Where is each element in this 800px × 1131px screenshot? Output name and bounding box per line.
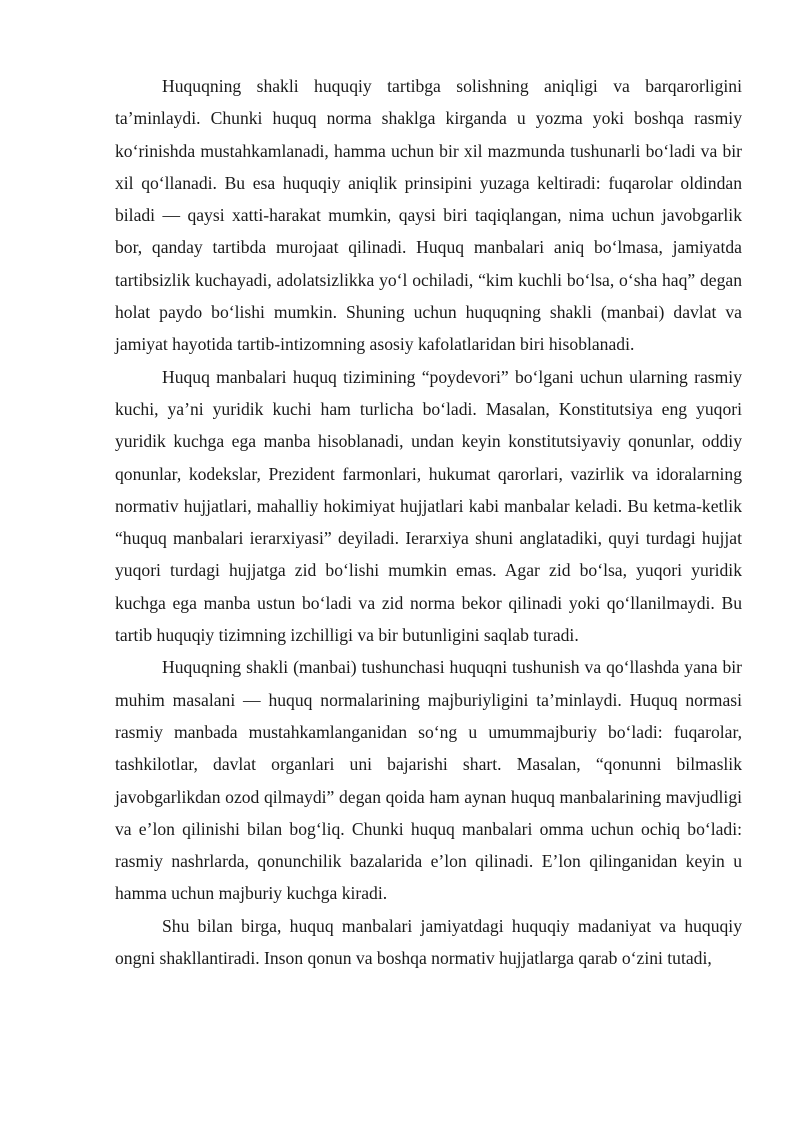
paragraph-3: Huquqning shakli (manbai) tushunchasi huquqni tushunish va qoʻllashda yana bir muhim masalani — huquq normalarining majburiyligini ta’minlaydi. Huquq normasi rasmiy manbada mustahkamlanganidan soʻng u umummajburiy boʻladi: fuqarolar, tashkilotlar, davlat organlari uni bajarishi shart. Masalan, “qonunni bilmaslik javobgarlikdan ozod qilmaydi” degan qoida ham aynan huquq manbalarining mavjudligi va e’lon qilinishi bilan bogʻliq. Chunki huquq manbalari omma uchun ochiq boʻladi: rasmiy nashrlarda, qonunchilik bazalarida e’lon qilinadi. E’lon qilinganidan keyin u hamma uchun majburiy kuchga kiradi.	[115, 657, 742, 904]
document-page	[115, 70, 742, 974]
paragraph-4: Shu bilan birga, huquq manbalari jamiyatdagi huquqiy madaniyat va huquqiy ongni shakllantiradi. Inson qonun va boshqa normativ hujjatlarga qarab oʻzini tutadi,	[115, 915, 742, 969]
paragraph-1: Huquqning shakli huquqiy tartibga solishning aniqligi va barqarorligini ta’minlaydi. Chunki huquq norma shaklga kirganda u yozma yoki boshqa rasmiy koʻrinishda mustahkamlanadi, hamma uchun bir xil mazmunda tushunarli boʻladi va bir xil qoʻllanadi. Bu esa huquqiy aniqlik prinsipini yuzaga keltiradi: fuqarolar oldindan biladi — qaysi xatti-harakat mumkin, qaysi biri taqiqlangan, nima uchun javobgarlik bor, qanday tartibda murojaat qilinadi. Huquq manbalari aniq boʻlmasa, jamiyatda tartibsizlik kuchayadi, adolatsizlikka yoʻl ochiladi, “kim kuchli boʻlsa, oʻsha haq” degan holat paydo boʻlishi mumkin. Shuning uchun huquqning shakli (manbai) davlat va jamiyat hayotida tartib-intizomning asosiy kafolatlaridan biri hisoblanadi.	[115, 76, 742, 355]
paragraph-2: Huquq manbalari huquq tizimining “poydevori” boʻlgani uchun ularning rasmiy kuchi, ya’ni yuridik kuchi ham turlicha boʻladi. Masalan, Konstitutsiya eng yuqori yuridik kuchga ega manba hisoblanadi, undan keyin konstitutsiyaviy qonunlar, oddiy qonunlar, kodekslar, Prezident farmonlari, hukumat qarorlari, vazirlik va idoralarning normativ hujjatlari, mahalliy hokimiyat hujjatlari kabi manbalar keladi. Bu ketma-ketlik “huquq manbalari ierarxiyasi” deyiladi. Ierarxiya shuni anglatadiki, quyi turdagi hujjat yuqori turdagi hujjatga zid boʻlishi mumkin emas. Agar zid boʻlsa, yuqori yuridik kuchga ega manba ustun boʻladi va zid norma bekor qilinadi yoki qoʻllanilmaydi. Bu tartib huquqiy tizimning izchilligi va bir butunligini saqlab turadi.	[115, 366, 742, 646]
